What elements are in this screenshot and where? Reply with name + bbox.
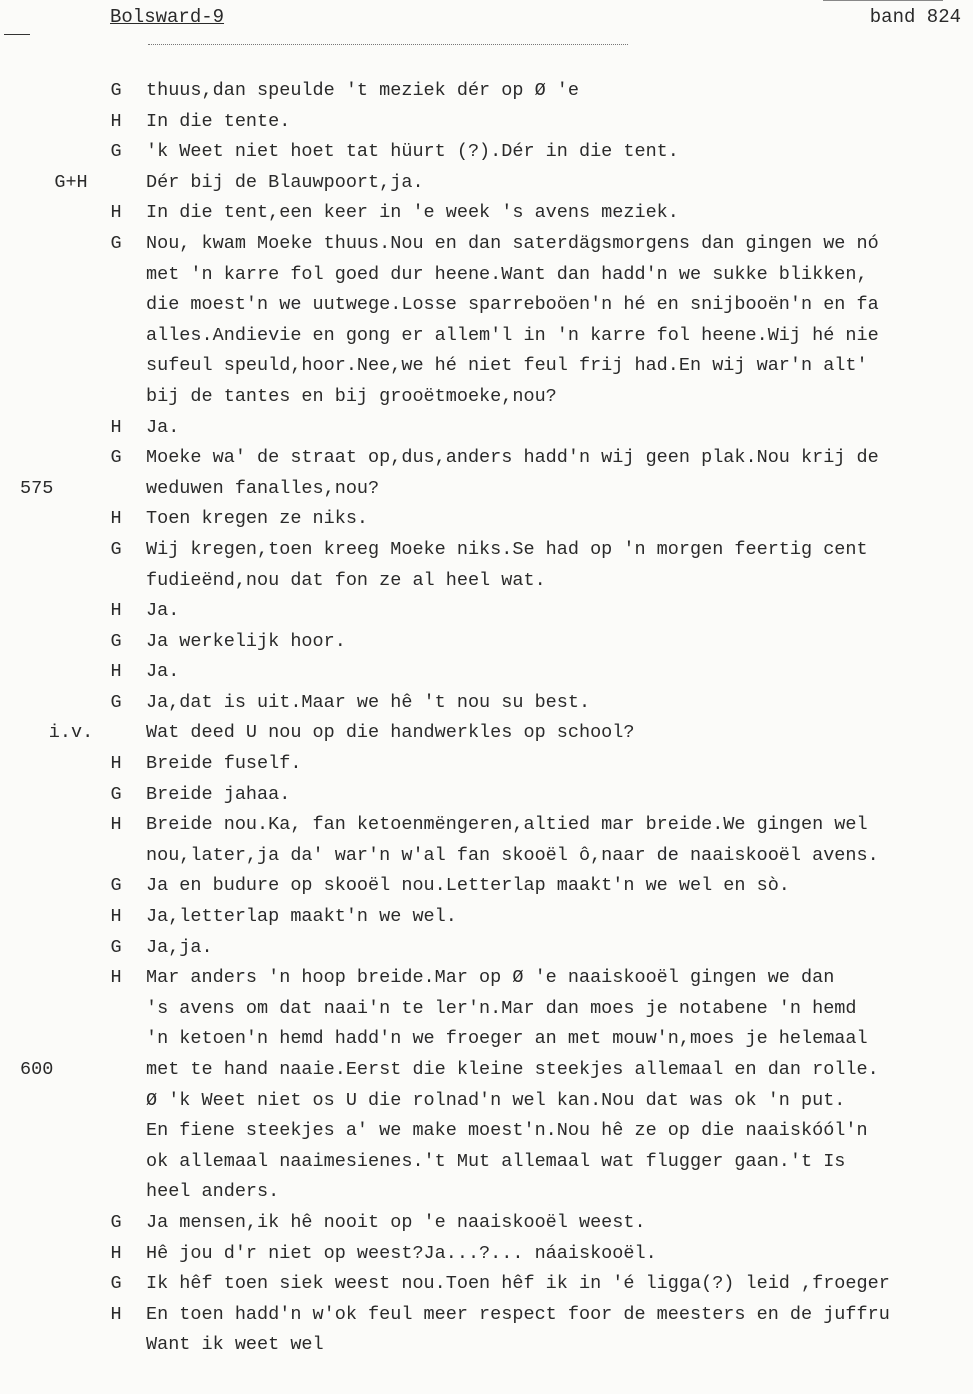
transcript-line (0, 780, 973, 811)
transcript-line (0, 963, 973, 994)
line-text: bij de tantes en bij grooëtmoeke,nou? (146, 385, 557, 407)
speaker-label: G (110, 630, 122, 652)
transcript-line (0, 290, 973, 321)
line-text: fudieënd,nou dat fon ze al heel wat. (146, 569, 546, 591)
transcript-line (0, 1269, 973, 1300)
transcript-line (0, 351, 973, 382)
transcript-line (0, 688, 973, 719)
line-text: Moeke wa' de straat op,dus,anders hadd'n wij geen plak.Nou krij de (146, 447, 879, 469)
line-text: En fiene steekjes a' we make moest'n.Nou hê ze op die naaiskóól'n (146, 1120, 868, 1142)
transcript-line (0, 994, 973, 1025)
speaker-label: i.v. (48, 722, 94, 744)
speaker-label: H (110, 600, 122, 622)
band-number: band 824 (869, 6, 961, 28)
transcript-line (0, 718, 973, 749)
line-text: Want ik weet wel (146, 1334, 324, 1356)
speaker-label: H (110, 1242, 122, 1264)
transcript-line (0, 596, 973, 627)
speaker-label: H (110, 906, 122, 928)
transcript-line (0, 535, 973, 566)
line-text: Breide fuself. (146, 753, 302, 775)
transcript-line (0, 627, 973, 658)
line-text: thuus,dan speulde 't meziek dér op Ø 'e (146, 80, 579, 101)
line-text: Toen kregen ze niks. (146, 508, 369, 530)
transcript-line (0, 1055, 973, 1086)
line-text: met te hand naaie.Eerst die kleine steekjes allemaal en dan rolle. (146, 1059, 879, 1080)
line-text: weduwen fanalles,nou? (146, 477, 380, 499)
speaker-label: G+H (54, 171, 88, 193)
line-text: Wij kregen,toen kreeg Moeke niks.Se had op 'n morgen feertig cent (146, 538, 868, 560)
line-text: Ja mensen,ik hê nooit op 'e naaiskooël weest. (146, 1211, 646, 1233)
line-text: Ik hêf toen siek weest nou.Toen hêf ik in 'é ligga(?) leid ,froeger (146, 1273, 890, 1295)
transcript-line (0, 1330, 973, 1361)
transcript-line (0, 902, 973, 933)
speaker-label: H (110, 967, 122, 989)
line-text: Nou, kwam Moeke thuus.Nou en dan saterdägsmorgens dan gingen we nó (146, 232, 879, 254)
speaker-label: H (110, 202, 122, 224)
speaker-label: H (110, 508, 122, 530)
speaker-label: G (110, 80, 122, 101)
transcript-line (0, 137, 973, 168)
speaker-label: H (110, 753, 122, 775)
transcript-line (0, 657, 973, 688)
speaker-label: G (110, 783, 122, 805)
line-text: In die tent,een keer in 'e week 's avens meziek. (146, 202, 679, 224)
line-text: Dér bij de Blauwpoort,ja. (146, 171, 424, 193)
document-title: Bolsward-9 (110, 6, 225, 28)
transcript-line (0, 504, 973, 535)
line-text: Ja. (146, 416, 180, 438)
line-text: Ja en budure op skooël nou.Letterlap maakt'n we wel en sò. (146, 875, 790, 897)
line-text: Breide nou.Ka, fan ketoenmëngeren,altied mar breide.We gingen wel (146, 814, 868, 836)
line-text: En toen hadd'n w'ok feul meer respect foor de meesters en de juffru (146, 1303, 890, 1325)
speaker-label: G (110, 1273, 122, 1295)
speaker-label: G (110, 232, 122, 254)
line-text: met 'n karre fol goed dur heene.Want dan hadd'n we sukke blikken, (146, 263, 868, 285)
speaker-label: H (110, 110, 122, 132)
line-number: 600 (20, 1059, 54, 1080)
line-text: die moest'n we uutwege.Losse sparreboöen'n hé en snijbooën'n en fa (146, 294, 879, 316)
transcript-line (0, 933, 973, 964)
line-text: Mar anders 'n hoop breide.Mar op Ø 'e naaiskooël gingen we dan (146, 967, 835, 989)
transcript-line (0, 382, 973, 413)
line-text: ok allemaal naaimesienes.'t Mut allemaal wat flugger gaan.'t Is (146, 1150, 846, 1172)
transcript-line (0, 1024, 973, 1055)
transcript-line (0, 107, 973, 138)
speaker-label: H (110, 416, 122, 438)
transcript-line (0, 168, 973, 199)
transcript-line (0, 76, 973, 107)
transcript-line (0, 1177, 973, 1208)
line-text: Ja,dat is uit.Maar we hê 't nou su best. (146, 691, 591, 713)
transcript-line (0, 260, 973, 291)
line-text: 'k Weet niet hoet tat hüurt (?).Dér in die tent. (146, 141, 679, 163)
transcript-line (0, 1300, 973, 1331)
line-text: Hê jou d'r niet op weest?Ja...?... náaiskooël. (146, 1242, 657, 1264)
transcript-line (0, 413, 973, 444)
faint-scribble-line (148, 44, 628, 51)
line-text: Ja,ja. (146, 936, 213, 958)
line-text: 'n ketoen'n hemd hadd'n we froeger an met mouw'n,moes je helemaal (146, 1028, 868, 1050)
speaker-label: G (110, 447, 122, 469)
transcript-line (0, 810, 973, 841)
speaker-label: H (110, 814, 122, 836)
transcript-line (0, 1239, 973, 1270)
line-text: Ø 'k Weet niet os U die rolnad'n wel kan.Nou dat was ok 'n put. (146, 1089, 846, 1111)
transcript-line (0, 1147, 973, 1178)
line-text: 's avens om dat naai'n te ler'n.Mar dan moes je notabene 'n hemd (146, 997, 857, 1019)
speaker-label: G (110, 1211, 122, 1233)
line-text: nou,later,ja da' war'n w'al fan skooël ô,naar de naaiskooël avens. (146, 844, 879, 866)
transcript-line (0, 474, 973, 505)
transcript-lines (0, 76, 973, 1361)
line-text: In die tente. (146, 110, 291, 132)
transcript-line (0, 198, 973, 229)
speaker-label: G (110, 538, 122, 560)
transcript-line (0, 841, 973, 872)
speaker-label: H (110, 1303, 122, 1325)
line-text: heel anders. (146, 1181, 280, 1203)
transcript-line (0, 229, 973, 260)
transcript-line (0, 749, 973, 780)
line-text: Ja,letterlap maakt'n we wel. (146, 906, 457, 928)
speaker-label: G (110, 691, 122, 713)
transcript-line (0, 871, 973, 902)
transcript-line (0, 1116, 973, 1147)
speaker-label: H (110, 661, 122, 683)
line-text: Ja. (146, 600, 180, 622)
line-text: Ja. (146, 661, 180, 683)
speaker-label: G (110, 936, 122, 958)
transcript-line (0, 1208, 973, 1239)
transcript-line (0, 443, 973, 474)
line-text: sufeul speuld,hoor.Nee,we hé niet feul frij had.En wij war'n alt' (146, 355, 868, 377)
speaker-label: G (110, 141, 122, 163)
line-number: 575 (20, 477, 54, 499)
top-rule (823, 0, 943, 1)
transcript-line (0, 321, 973, 352)
line-text: Wat deed U nou op die handwerkles op school? (146, 722, 635, 744)
transcript-line (0, 566, 973, 597)
transcript-line (0, 1086, 973, 1117)
margin-dash (4, 34, 30, 35)
line-text: Ja werkelijk hoor. (146, 630, 346, 652)
line-text: alles.Andievie en gong er allem'l in 'n karre fol heene.Wij hé nie (146, 324, 879, 346)
speaker-label: G (110, 875, 122, 897)
line-text: Breide jahaa. (146, 783, 291, 805)
